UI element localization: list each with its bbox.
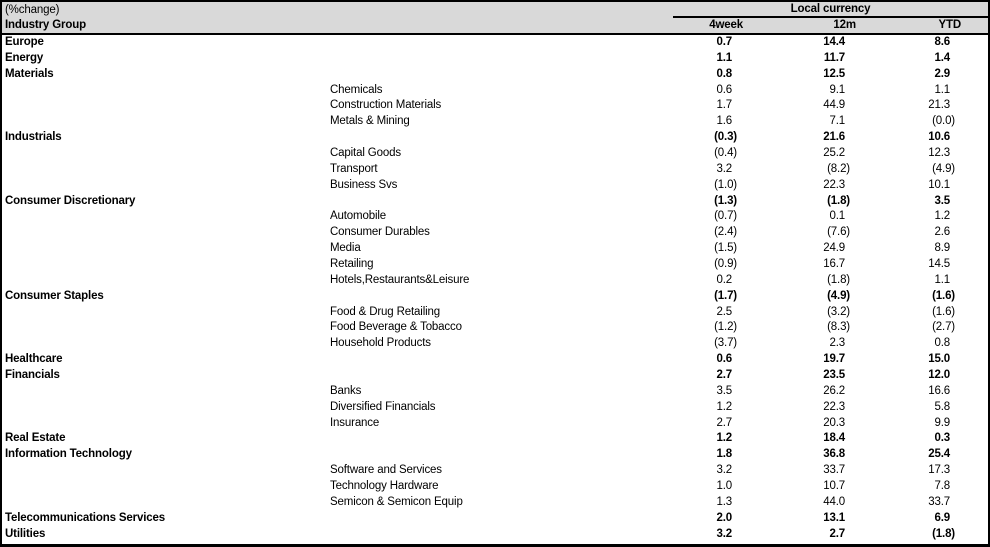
value-12m: 14.4: [823, 36, 845, 48]
row-spacer: [955, 146, 988, 162]
row-spacer: [955, 273, 988, 289]
value-12m: 23.5: [823, 369, 845, 382]
value-12m: (7.6): [827, 226, 850, 239]
row-label: [2, 225, 326, 241]
row-sub-label: Food Beverage & Tobacco: [330, 321, 462, 334]
value-4week: 0.6: [716, 83, 732, 96]
value-ytd: 12.0: [928, 369, 950, 382]
row-spacer: [955, 225, 988, 241]
row-sub-label: Technology Hardware: [330, 480, 439, 493]
value-12m: (1.8): [827, 273, 850, 286]
value-12m: 11.7: [823, 51, 845, 64]
row-label: Europe: [5, 36, 44, 48]
value-4week: (1.7): [714, 289, 737, 302]
row-sub-label: [326, 194, 647, 210]
value-ytd: 8.9: [934, 242, 950, 255]
value-4week: 1.8: [716, 448, 732, 461]
table-row: [2, 416, 988, 432]
percent-change-label: (%change): [5, 4, 60, 16]
row-sub-label: Metals & Mining: [330, 115, 410, 128]
value-ytd: 16.6: [928, 384, 950, 397]
value-ytd: (4.9): [932, 162, 955, 175]
row-label: [2, 257, 326, 273]
value-12m: 16.7: [823, 258, 845, 271]
value-ytd: (1.8): [932, 527, 955, 540]
value-12m: (8.3): [827, 321, 850, 334]
value-12m: 0.1: [829, 210, 845, 223]
value-4week: 2.5: [716, 305, 732, 318]
row-label: [2, 495, 326, 511]
value-ytd: 2.9: [934, 67, 950, 80]
row-spacer: [955, 83, 988, 99]
row-label: Financials: [5, 369, 60, 382]
value-12m: (1.8): [827, 194, 850, 207]
row-label: Consumer Staples: [5, 289, 104, 302]
table-row: [2, 146, 988, 162]
table-row: [2, 35, 988, 51]
row-label: Real Estate: [5, 432, 66, 445]
row-label: [2, 273, 326, 289]
value-4week: 3.2: [716, 464, 732, 477]
row-label: Energy: [5, 51, 44, 64]
value-12m: 7.1: [829, 115, 845, 128]
value-12m: 20.3: [823, 416, 845, 429]
row-spacer: [955, 384, 988, 400]
row-label: [2, 209, 326, 225]
table-row: [2, 336, 988, 352]
value-12m: 24.9: [823, 242, 845, 255]
row-spacer: [955, 51, 988, 67]
row-label: [2, 83, 326, 99]
table-row: [2, 257, 988, 273]
row-label: [2, 162, 326, 178]
row-sub-label: Diversified Financials: [330, 400, 436, 413]
row-spacer: [955, 527, 988, 543]
row-sub-label: [326, 527, 647, 543]
table-row: [2, 479, 988, 495]
row-spacer: [955, 35, 988, 51]
row-label: [2, 400, 326, 416]
value-ytd: 0.8: [934, 337, 950, 350]
value-4week: 2.7: [716, 369, 732, 382]
row-label: [2, 241, 326, 257]
value-4week: 1.2: [716, 400, 732, 413]
row-sub-label: Banks: [330, 384, 362, 397]
row-label: [2, 479, 326, 495]
value-12m: 12.5: [823, 67, 845, 80]
row-sub-label: Retailing: [330, 258, 374, 271]
row-sub-label: Insurance: [330, 416, 380, 429]
row-sub-label: [326, 431, 647, 447]
column-header-4week: 4week: [709, 19, 743, 31]
row-label: Information Technology: [5, 448, 132, 461]
row-label: Consumer Discretionary: [5, 194, 136, 207]
row-spacer: [955, 511, 988, 527]
value-ytd: 0.3: [934, 432, 950, 445]
industry-group-header: Industry Group: [5, 19, 86, 31]
row-spacer: [955, 320, 988, 336]
table-row: [2, 209, 988, 225]
row-spacer: [955, 162, 988, 178]
value-ytd: 2.6: [934, 226, 950, 239]
table-row: [2, 67, 988, 83]
value-ytd: 10.6: [928, 131, 950, 144]
value-ytd: 8.6: [934, 36, 950, 48]
value-ytd: 7.8: [934, 480, 950, 493]
row-spacer: [955, 114, 988, 130]
value-4week: (0.9): [714, 258, 737, 271]
value-ytd: (1.6): [932, 289, 955, 302]
table-row: [2, 305, 988, 321]
value-12m: 25.2: [823, 147, 845, 160]
row-spacer: [955, 479, 988, 495]
value-4week: 3.5: [716, 384, 732, 397]
row-label: [2, 178, 326, 194]
row-sub-label: [326, 352, 647, 368]
table-row: [2, 320, 988, 336]
row-label: Industrials: [5, 131, 62, 144]
row-sub-label: Chemicals: [330, 83, 383, 96]
table-row: [2, 352, 988, 368]
value-4week: 0.8: [716, 67, 732, 80]
value-12m: 44.0: [823, 495, 845, 508]
row-spacer: [955, 400, 988, 416]
row-sub-label: [326, 35, 647, 51]
value-4week: 1.0: [716, 480, 732, 493]
value-12m: 9.1: [829, 83, 845, 96]
table-row: [2, 83, 988, 99]
value-12m: 26.2: [823, 384, 845, 397]
row-label: [2, 416, 326, 432]
value-ytd: 6.9: [934, 511, 950, 524]
value-4week: 2.0: [716, 511, 732, 524]
row-sub-label: [326, 67, 647, 83]
row-label: [2, 146, 326, 162]
table-row: [2, 98, 988, 114]
value-4week: 0.2: [716, 273, 732, 286]
local-currency-group-header: Local currency: [673, 2, 988, 18]
value-12m: 33.7: [823, 464, 845, 477]
row-label: Utilities: [5, 527, 46, 540]
table-header-row-2: [2, 18, 988, 33]
table-row: [2, 384, 988, 400]
table-row: [2, 527, 988, 543]
value-4week: 0.7: [716, 36, 732, 48]
row-label: Healthcare: [5, 353, 63, 366]
row-sub-label: Semicon & Semicon Equip: [330, 495, 463, 508]
value-ytd: (2.7): [932, 321, 955, 334]
value-ytd: 10.1: [928, 178, 950, 191]
row-sub-label: Transport: [330, 162, 378, 175]
table-body: [2, 35, 988, 543]
value-4week: 2.7: [716, 416, 732, 429]
row-spacer: [955, 495, 988, 511]
row-sub-label: [326, 130, 647, 146]
table-row: [2, 178, 988, 194]
value-ytd: 5.8: [934, 400, 950, 413]
row-sub-label: Software and Services: [330, 464, 442, 477]
row-spacer: [955, 336, 988, 352]
value-12m: 2.7: [829, 527, 845, 540]
row-spacer: [955, 289, 988, 305]
row-spacer: [955, 431, 988, 447]
value-4week: 1.6: [716, 115, 732, 128]
value-12m: 22.3: [823, 400, 845, 413]
table-row: [2, 114, 988, 130]
value-ytd: 9.9: [934, 416, 950, 429]
table-row: [2, 225, 988, 241]
column-header-ytd: YTD: [938, 19, 961, 31]
value-12m: 21.6: [823, 131, 845, 144]
value-12m: 10.7: [823, 480, 845, 493]
row-label: [2, 114, 326, 130]
value-4week: (1.5): [714, 242, 737, 255]
table-row: [2, 495, 988, 511]
value-4week: 1.7: [716, 99, 732, 112]
value-ytd: 15.0: [928, 353, 950, 366]
row-spacer: [955, 416, 988, 432]
row-label: [2, 463, 326, 479]
value-4week: 3.2: [716, 527, 732, 540]
row-spacer: [955, 130, 988, 146]
row-spacer: [955, 209, 988, 225]
row-spacer: [955, 257, 988, 273]
value-ytd: 17.3: [928, 464, 950, 477]
row-sub-label: [326, 51, 647, 67]
row-label: [2, 98, 326, 114]
row-sub-label: Hotels,Restaurants&Leisure: [330, 273, 470, 286]
value-ytd: (0.0): [932, 115, 955, 128]
row-label: [2, 336, 326, 352]
row-label: Materials: [5, 67, 54, 80]
table-row: [2, 162, 988, 178]
table-row: [2, 241, 988, 257]
row-spacer: [955, 368, 988, 384]
table-row: [2, 194, 988, 210]
value-4week: (1.0): [714, 178, 737, 191]
value-12m: 13.1: [823, 511, 845, 524]
value-12m: 22.3: [823, 178, 845, 191]
row-sub-label: Household Products: [330, 337, 431, 350]
column-header-12m: 12m: [833, 19, 856, 31]
row-sub-label: Consumer Durables: [330, 226, 430, 239]
value-12m: 18.4: [823, 432, 845, 445]
table-row: [2, 289, 988, 305]
row-label: [2, 305, 326, 321]
row-spacer: [955, 352, 988, 368]
row-sub-label: Construction Materials: [330, 99, 442, 112]
value-ytd: 14.5: [928, 258, 950, 271]
value-ytd: 21.3: [928, 99, 950, 112]
row-spacer: [955, 463, 988, 479]
value-ytd: 1.4: [934, 51, 950, 64]
table-row: [2, 447, 988, 463]
table-row: [2, 130, 988, 146]
value-4week: (3.7): [714, 337, 737, 350]
table-row: [2, 51, 988, 67]
value-12m: (8.2): [827, 162, 850, 175]
value-ytd: 3.5: [934, 194, 950, 207]
value-4week: (2.4): [714, 226, 737, 239]
table-row: [2, 400, 988, 416]
table-row: [2, 368, 988, 384]
row-sub-label: Business Svs: [330, 178, 398, 191]
value-4week: 1.1: [716, 51, 732, 64]
value-12m: (4.9): [827, 289, 850, 302]
value-12m: 2.3: [829, 337, 845, 350]
row-label: [2, 384, 326, 400]
value-4week: 1.3: [716, 495, 732, 508]
row-spacer: [955, 98, 988, 114]
table-row: [2, 511, 988, 527]
row-spacer: [955, 67, 988, 83]
value-12m: 19.7: [823, 353, 845, 366]
row-label: Telecommunications Services: [5, 511, 165, 524]
row-spacer: [955, 194, 988, 210]
row-sub-label: [326, 289, 647, 305]
value-ytd: (1.6): [932, 305, 955, 318]
row-sub-label: Automobile: [330, 210, 387, 223]
value-ytd: 1.1: [934, 83, 950, 96]
value-4week: 3.2: [716, 162, 732, 175]
row-sub-label: Media: [330, 242, 361, 255]
row-sub-label: Food & Drug Retailing: [330, 305, 440, 318]
value-ytd: 33.7: [928, 495, 950, 508]
row-spacer: [955, 305, 988, 321]
value-4week: 0.6: [716, 353, 732, 366]
value-ytd: 25.4: [928, 448, 950, 461]
value-12m: 44.9: [823, 99, 845, 112]
value-4week: (0.3): [714, 131, 737, 144]
table-row: [2, 431, 988, 447]
value-4week: 1.2: [716, 432, 732, 445]
table-row: [2, 273, 988, 289]
value-4week: (0.7): [714, 210, 737, 223]
row-spacer: [955, 178, 988, 194]
value-ytd: 1.2: [934, 210, 950, 223]
value-4week: (1.3): [714, 194, 737, 207]
table-header-row-1: [2, 2, 988, 18]
row-sub-label: [326, 447, 647, 463]
row-sub-label: Capital Goods: [330, 147, 401, 160]
value-12m: 36.8: [823, 448, 845, 461]
value-ytd: 12.3: [928, 147, 950, 160]
value-4week: (0.4): [714, 147, 737, 160]
row-spacer: [955, 241, 988, 257]
value-ytd: 1.1: [934, 273, 950, 286]
row-label: [2, 320, 326, 336]
row-sub-label: [326, 511, 647, 527]
table-row: [2, 463, 988, 479]
row-sub-label: [326, 368, 647, 384]
row-spacer: [955, 447, 988, 463]
value-4week: (1.2): [714, 321, 737, 334]
value-12m: (3.2): [827, 305, 850, 318]
